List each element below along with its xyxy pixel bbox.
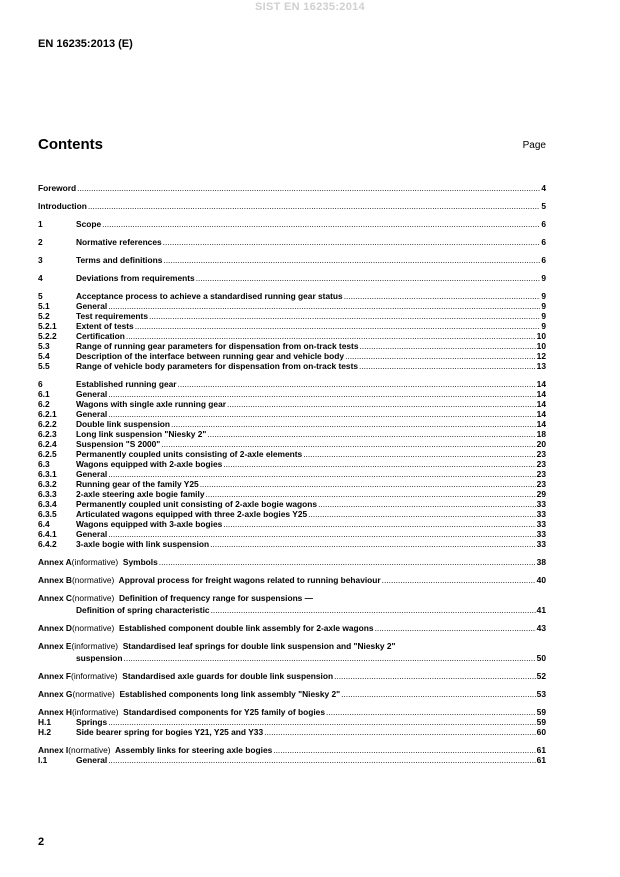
annex-title: Standardised leaf springs for double link suspension and "Niesky 2": [118, 641, 396, 651]
annex-title: Definition of frequency range for suspensions —: [114, 593, 314, 603]
annex-title: Established components long link assembly "Niesky 2": [114, 689, 341, 699]
toc-leader-dots: [108, 301, 540, 311]
toc-entry-page: 53: [536, 689, 546, 699]
toc-entry-title: General: [76, 755, 108, 765]
toc-entry-title: Terms and definitions: [76, 255, 163, 265]
toc-leader-dots: [334, 671, 536, 681]
annex-kind: (normative): [71, 575, 115, 585]
toc-entry-number: 6.1: [38, 389, 50, 399]
toc-leader-dots: [345, 351, 536, 361]
watermark-text: SIST EN 16235:2014: [255, 1, 365, 13]
toc-entry-title: Wagons equipped with 2-axle bogies: [76, 459, 223, 469]
toc-entry-title: Range of running gear parameters for dispensation from on-track tests: [76, 341, 359, 351]
toc-entry-title: Description of the interface between running gear and vehicle body: [76, 351, 345, 361]
toc-entry-title: General: [76, 389, 108, 399]
toc-leader-dots: [375, 623, 536, 633]
toc-entry-title: Established running gear: [76, 379, 177, 389]
toc-entry-title: 3-axle bogie with link suspension: [76, 539, 210, 549]
toc-entry-number: 6.2.3: [38, 429, 57, 439]
toc-entry-page: 33: [536, 539, 546, 549]
toc-entry-page: 6: [541, 219, 546, 229]
toc-entry[interactable]: [38, 219, 546, 229]
annex-title: Assembly links for steering axle bogies: [110, 745, 273, 755]
toc-entry-title: Foreword: [38, 183, 77, 193]
toc-entry-page: 59: [536, 717, 546, 727]
toc-entry-title: Permanently coupled unit consisting of 2-axle bogie wagons: [76, 499, 318, 509]
toc-entry[interactable]: [38, 255, 546, 265]
annex-kind: (normative): [72, 689, 115, 699]
toc-entry-title: Extent of tests: [76, 321, 134, 331]
toc-entry-title: Test requirements: [76, 311, 148, 321]
toc-entry[interactable]: [38, 529, 546, 539]
toc-entry-page: 33: [536, 519, 546, 529]
annex-title: Symbols: [118, 557, 158, 567]
toc-entry-number: 6.2.2: [38, 419, 57, 429]
toc-leader-dots: [264, 727, 536, 737]
toc-leader-dots: [108, 529, 535, 539]
toc-entry[interactable]: [38, 361, 546, 371]
toc-entry-page: 61: [536, 745, 546, 755]
toc-entry[interactable]: [38, 301, 546, 311]
toc-entry-title: Suspension "S 2000": [76, 439, 161, 449]
toc-leader-dots: [108, 469, 535, 479]
page-number: 2: [38, 836, 45, 848]
toc-entry-number: 6.3: [38, 459, 50, 469]
toc-entry-page: 41: [536, 605, 546, 615]
annex-entry-continuation[interactable]: [38, 605, 546, 615]
toc-entry-page: 14: [536, 379, 546, 389]
toc-entry[interactable]: [38, 459, 546, 469]
annex-entry[interactable]: [38, 707, 546, 717]
toc-entry[interactable]: [38, 201, 546, 211]
toc-entry-number: 6.4.2: [38, 539, 57, 549]
toc-entry-title: Springs: [76, 717, 108, 727]
toc-leader-dots: [341, 689, 536, 699]
annex-title: Standardised axle guards for double link suspension: [117, 671, 334, 681]
toc-entry-page: 18: [536, 429, 546, 439]
toc-entry-number: 6.2.4: [38, 439, 57, 449]
toc-entry-page: 5: [541, 201, 546, 211]
toc-entry-number: 6.4: [38, 519, 50, 529]
toc-entry[interactable]: [38, 183, 546, 193]
toc-leader-dots: [126, 331, 536, 341]
toc-entry-page: 6: [541, 255, 546, 265]
toc-leader-dots: [207, 429, 535, 439]
page-column-label: Page: [522, 140, 546, 151]
toc-entry-title: Acceptance process to achieve a standardised running gear status: [76, 291, 343, 301]
toc-entry-page: 4: [541, 183, 546, 193]
toc-entry-page: 61: [536, 755, 546, 765]
toc-entry[interactable]: [38, 273, 546, 283]
annex-title: Approval process for freight wagons related to running behaviour: [114, 575, 381, 585]
toc-entry-number: 6.2.5: [38, 449, 57, 459]
toc-leader-dots: [200, 479, 536, 489]
toc-leader-dots: [273, 745, 535, 755]
toc-entry-page: 52: [536, 671, 546, 681]
toc-entry-page: 33: [536, 499, 546, 509]
toc-entry-page: 14: [536, 399, 546, 409]
toc-entry-page: 9: [541, 321, 546, 331]
toc-entry-page: 9: [541, 301, 546, 311]
toc-leader-dots: [308, 509, 536, 519]
toc-leader-dots: [163, 255, 540, 265]
toc-entry-page: 38: [536, 557, 546, 567]
toc-entry-page: 33: [536, 509, 546, 519]
toc-entry-title: 2-axle steering axle bogie family: [76, 489, 205, 499]
toc-entry-page: 9: [541, 311, 546, 321]
toc-leader-dots: [77, 183, 540, 193]
toc-entry-page: 33: [536, 529, 546, 539]
toc-entry-page: 14: [536, 389, 546, 399]
toc-entry[interactable]: [38, 409, 546, 419]
annex-label: Annex H: [38, 707, 72, 717]
toc-entry-page: 40: [536, 575, 546, 585]
toc-entry-page: 12: [536, 351, 546, 361]
toc-entry[interactable]: [38, 509, 546, 519]
annex-title: Standardised components for Y25 family of bogies: [118, 707, 326, 717]
toc-entry[interactable]: [38, 331, 546, 341]
toc-entry[interactable]: [38, 717, 546, 727]
contents-title: Contents: [38, 136, 103, 153]
toc-entry[interactable]: [38, 341, 546, 351]
toc-entry-page: 23: [536, 479, 546, 489]
toc-entry-page: 10: [536, 341, 546, 351]
toc-entry[interactable]: [38, 519, 546, 529]
annex-title-continued: Definition of spring characteristic: [76, 605, 210, 615]
toc-leader-dots: [159, 557, 536, 567]
toc-entry-number: 5.1: [38, 301, 50, 311]
toc-entry-title: Certification: [76, 331, 125, 341]
toc-entry[interactable]: [38, 439, 546, 449]
toc-entry-number: 6.3.1: [38, 469, 57, 479]
toc-leader-dots: [359, 341, 535, 351]
annex-kind: (informative): [71, 671, 118, 681]
toc-entry[interactable]: [38, 237, 546, 247]
toc-entry-title: Articulated wagons equipped with three 2-axle bogies Y25: [76, 509, 308, 519]
toc-entry[interactable]: [38, 489, 546, 499]
toc-entry-page: 60: [536, 727, 546, 737]
toc-leader-dots: [178, 379, 536, 389]
annex-label: Annex E: [38, 641, 72, 651]
annex-title-continued: suspension: [76, 653, 123, 663]
toc-entry-number: 6.3.5: [38, 509, 57, 519]
toc-leader-dots: [108, 717, 535, 727]
toc-entry-number: 2: [38, 237, 43, 247]
toc-entry-page: 43: [536, 623, 546, 633]
annex-title: Established component double link assembly for 2-axle wagons: [114, 623, 374, 633]
toc-leader-dots: [108, 389, 535, 399]
toc-leader-dots: [359, 361, 536, 371]
toc-entry-page: 9: [541, 291, 546, 301]
toc-entry[interactable]: [38, 429, 546, 439]
toc-entry-number: 5.2.2: [38, 331, 57, 341]
toc-entry-number: 5.4: [38, 351, 50, 361]
toc-entry-number: 6.4.1: [38, 529, 57, 539]
toc-entry[interactable]: [38, 379, 546, 389]
toc-entry-number: 6.2: [38, 399, 50, 409]
toc-entry-page: 29: [536, 489, 546, 499]
annex-kind: (normative): [68, 745, 111, 755]
toc-entry-number: 6.3.4: [38, 499, 57, 509]
toc-leader-dots: [161, 439, 535, 449]
toc-entry-number: H.2: [38, 727, 52, 737]
annex-entry[interactable]: [38, 557, 546, 567]
toc-entry-page: 50: [536, 653, 546, 663]
toc-leader-dots: [223, 459, 535, 469]
toc-leader-dots: [227, 399, 536, 409]
toc-leader-dots: [88, 201, 540, 211]
toc-leader-dots: [318, 499, 536, 509]
toc-entry-number: 5.2: [38, 311, 50, 321]
toc-leader-dots: [171, 419, 536, 429]
annex-entry-continuation[interactable]: [38, 653, 546, 663]
toc-entry-number: 6.3.2: [38, 479, 57, 489]
toc-entry-title: Deviations from requirements: [76, 273, 195, 283]
annex-entry[interactable]: [38, 641, 546, 651]
toc-entry-number: I.1: [38, 755, 48, 765]
toc-entry-page: 23: [536, 459, 546, 469]
toc-entry-page: 13: [536, 361, 546, 371]
toc-leader-dots: [344, 291, 541, 301]
toc-entry-number: 5.3: [38, 341, 50, 351]
toc-entry-number: 5.5: [38, 361, 50, 371]
toc-leader-dots: [326, 707, 536, 717]
toc-leader-dots: [210, 539, 536, 549]
toc-entry-title: General: [76, 469, 108, 479]
table-of-contents: [38, 175, 546, 765]
toc-entry-page: 14: [536, 419, 546, 429]
toc-entry[interactable]: [38, 399, 546, 409]
annex-label: Annex B: [38, 575, 72, 585]
toc-entry[interactable]: [38, 479, 546, 489]
toc-leader-dots: [102, 219, 540, 229]
document-id: EN 16235:2013 (E): [38, 38, 133, 50]
toc-entry[interactable]: [38, 755, 546, 765]
annex-label: Annex C: [38, 593, 72, 603]
toc-entry-number: 6.3.3: [38, 489, 57, 499]
toc-entry-title: General: [76, 301, 108, 311]
toc-entry-number: 5.2.1: [38, 321, 57, 331]
annex-label: Annex D: [38, 623, 72, 633]
toc-entry-page: 14: [536, 409, 546, 419]
annex-entry[interactable]: [38, 671, 546, 681]
toc-entry[interactable]: [38, 539, 546, 549]
toc-leader-dots: [124, 653, 536, 663]
toc-entry-number: 6: [38, 379, 43, 389]
toc-entry-title: Long link suspension "Niesky 2": [76, 429, 207, 439]
toc-entry-page: 23: [536, 449, 546, 459]
toc-leader-dots: [223, 519, 535, 529]
toc-entry-page: 6: [541, 237, 546, 247]
annex-entry[interactable]: [38, 745, 546, 755]
toc-entry[interactable]: [38, 351, 546, 361]
toc-entry-title: Double link suspension: [76, 419, 170, 429]
toc-entry[interactable]: [38, 449, 546, 459]
toc-entry-title: Scope: [76, 219, 102, 229]
toc-entry[interactable]: [38, 469, 546, 479]
toc-entry-title: Wagons equipped with 3-axle bogies: [76, 519, 223, 529]
annex-entry[interactable]: [38, 689, 546, 699]
annex-label: Annex I: [38, 745, 69, 755]
toc-leader-dots: [196, 273, 541, 283]
toc-entry-number: 1: [38, 219, 43, 229]
annex-entry[interactable]: [38, 593, 546, 603]
annex-kind: (normative): [71, 623, 115, 633]
toc-entry-number: 3: [38, 255, 43, 265]
annex-entry[interactable]: [38, 623, 546, 633]
toc-entry-title: Wagons with single axle running gear: [76, 399, 226, 409]
toc-leader-dots: [303, 449, 535, 459]
toc-entry[interactable]: [38, 499, 546, 509]
annex-entry[interactable]: [38, 575, 546, 585]
annex-kind: (informative): [71, 707, 119, 717]
toc-leader-dots: [135, 321, 541, 331]
toc-leader-dots: [108, 409, 535, 419]
toc-entry[interactable]: [38, 419, 546, 429]
toc-entry-page: 20: [536, 439, 546, 449]
toc-entry-page: 23: [536, 469, 546, 479]
contents-header: [38, 136, 546, 154]
toc-entry-title: Range of vehicle body parameters for dispensation from on-track tests: [76, 361, 359, 371]
toc-entry[interactable]: [38, 727, 546, 737]
annex-kind: (informative): [71, 641, 119, 651]
toc-entry-number: 6.2.1: [38, 409, 57, 419]
toc-leader-dots: [163, 237, 541, 247]
toc-entry-title: General: [76, 409, 108, 419]
toc-entry[interactable]: [38, 389, 546, 399]
annex-label: Annex G: [38, 689, 73, 699]
toc-entry[interactable]: [38, 291, 546, 301]
toc-leader-dots: [382, 575, 536, 585]
toc-leader-dots: [211, 605, 536, 615]
toc-entry-number: 5: [38, 291, 43, 301]
toc-entry-number: H.1: [38, 717, 52, 727]
toc-entry[interactable]: [38, 321, 546, 331]
toc-entry-title: Side bearer spring for bogies Y21, Y25 and Y33: [76, 727, 264, 737]
toc-entry-title: General: [76, 529, 108, 539]
toc-entry-number: 4: [38, 273, 43, 283]
toc-entry-title: Running gear of the family Y25: [76, 479, 199, 489]
annex-kind: (normative): [71, 593, 115, 603]
toc-entry-title: Introduction: [38, 201, 87, 211]
toc-leader-dots: [108, 755, 535, 765]
annex-label: Annex F: [38, 671, 72, 681]
toc-entry[interactable]: [38, 311, 546, 321]
toc-entry-page: 9: [541, 273, 546, 283]
toc-entry-title: Permanently coupled units consisting of 2-axle elements: [76, 449, 303, 459]
toc-entry-page: 59: [536, 707, 546, 717]
toc-entry-page: 10: [536, 331, 546, 341]
toc-entry-title: Normative references: [76, 237, 162, 247]
annex-kind: (informative): [71, 557, 119, 567]
toc-leader-dots: [205, 489, 535, 499]
annex-label: Annex A: [38, 557, 72, 567]
toc-leader-dots: [149, 311, 540, 321]
